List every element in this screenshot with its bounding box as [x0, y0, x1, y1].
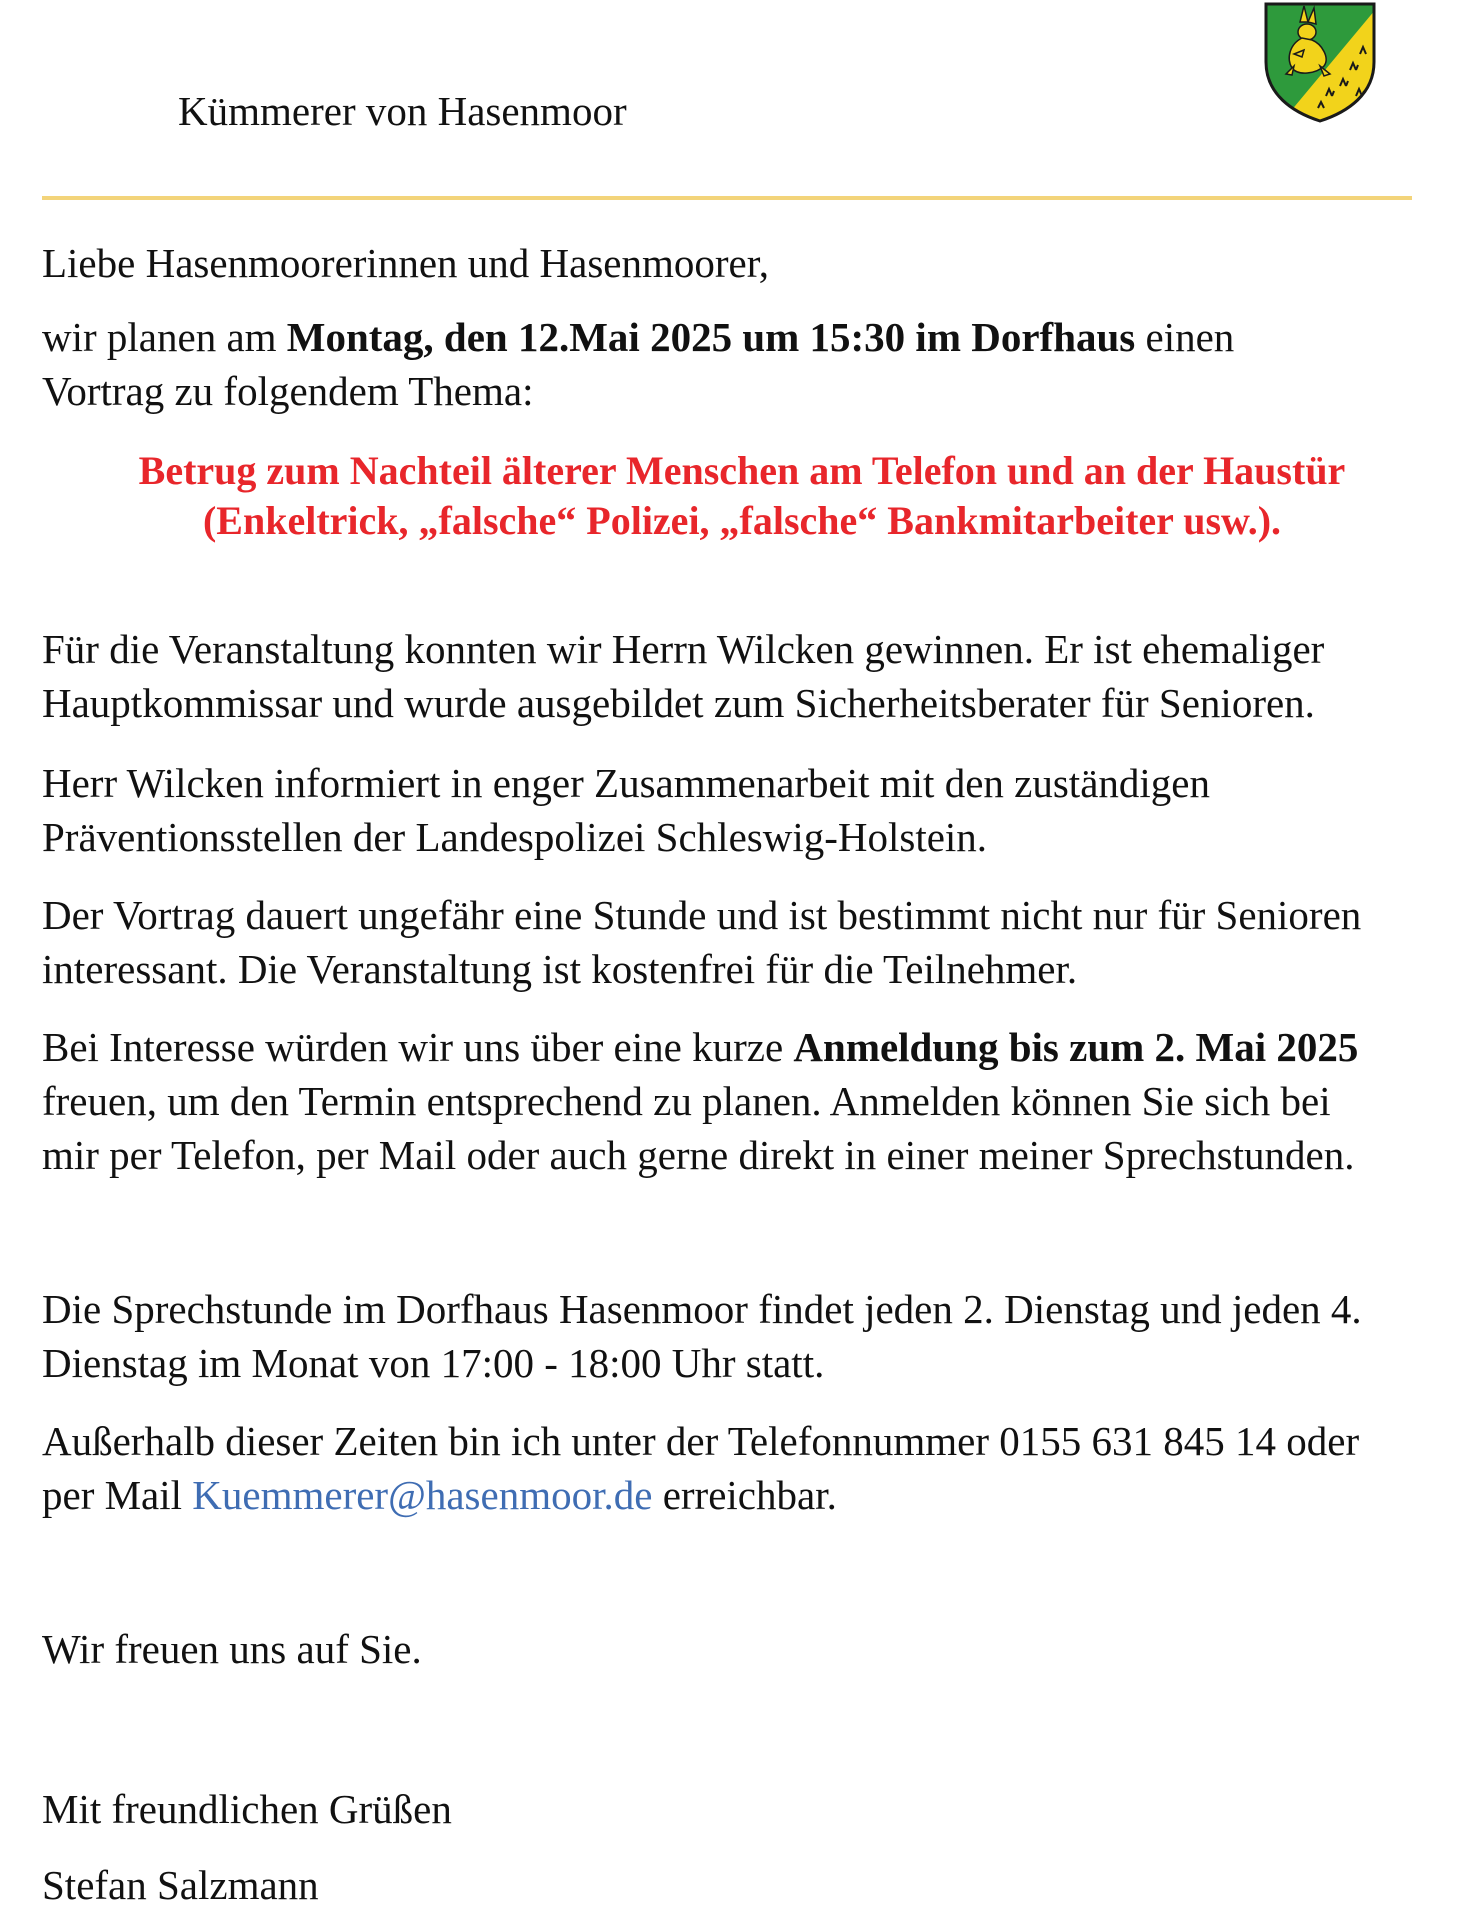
duration-paragraph: Der Vortrag dauert ungefähr eine Stunde und ist bestimmt nicht nur für Senioren interessant. Die Veranstaltung ist kostenfrei für die Teilnehmer.: [42, 892, 1362, 992]
closing-line: Wir freuen uns auf Sie.: [42, 1626, 422, 1672]
email-link[interactable]: Kuemmerer@hasenmoor.de: [192, 1472, 653, 1518]
speaker-paragraph: Für die Veranstaltung konnten wir Herrn Wilcken gewinnen. Er ist ehemaliger Hauptkommissar und wurde ausgebildet zum Sicherheitsberater für Senioren.: [42, 626, 1325, 726]
event-date-location: Montag, den 12.Mai 2025 um 15:30 im Dorfhaus: [286, 314, 1136, 360]
salutation: Mit freundlichen Grüßen: [42, 1786, 452, 1832]
registration-deadline: Anmeldung bis zum 2. Mai 2025: [793, 1024, 1359, 1070]
office-hours-paragraph: Die Sprechstunde im Dorfhaus Hasenmoor findet jeden 2. Dienstag und jeden 4. Dienstag im Monat von 17:00 - 18:00 Uhr statt.: [42, 1286, 1362, 1386]
registration-paragraph: Bei Interesse würden wir uns über eine kurze Anmeldung bis zum 2. Mai 2025 freuen, um den Termin entsprechend zu planen. Anmelden können Sie sich bei mir per Telefon, per Mail oder auch gerne direkt in einer meiner Sprechstunden.: [42, 1024, 1359, 1178]
signature: Stefan Salzmann: [42, 1862, 319, 1908]
intro-paragraph: wir planen am Montag, den 12.Mai 2025 um 15:30 im Dorfhaus einen Vortrag zu folgendem Thema:: [42, 314, 1235, 414]
hasenmoor-crest-icon: [1260, 0, 1380, 124]
greeting: Liebe Hasenmoorerinnen und Hasenmoorer,: [42, 240, 769, 286]
header-divider: [42, 196, 1412, 200]
page-header-title: Kümmerer von Hasenmoor: [178, 88, 627, 134]
cooperation-paragraph: Herr Wilcken informiert in enger Zusammenarbeit mit den zuständigen Präventionsstellen der Landespolizei Schleswig-Holstein.: [42, 760, 1210, 860]
lecture-topic: Betrug zum Nachteil älterer Menschen am Telefon und an der Haustür (Enkeltrick, „falsche“ Polizei, „falsche“ Bankmitarbeiter usw.).: [138, 448, 1346, 543]
contact-paragraph: Außerhalb dieser Zeiten bin ich unter der Telefonnummer 0155 631 845 14 oder per Mail Kuemmerer@hasenmoor.de erreichbar.: [42, 1418, 1360, 1518]
